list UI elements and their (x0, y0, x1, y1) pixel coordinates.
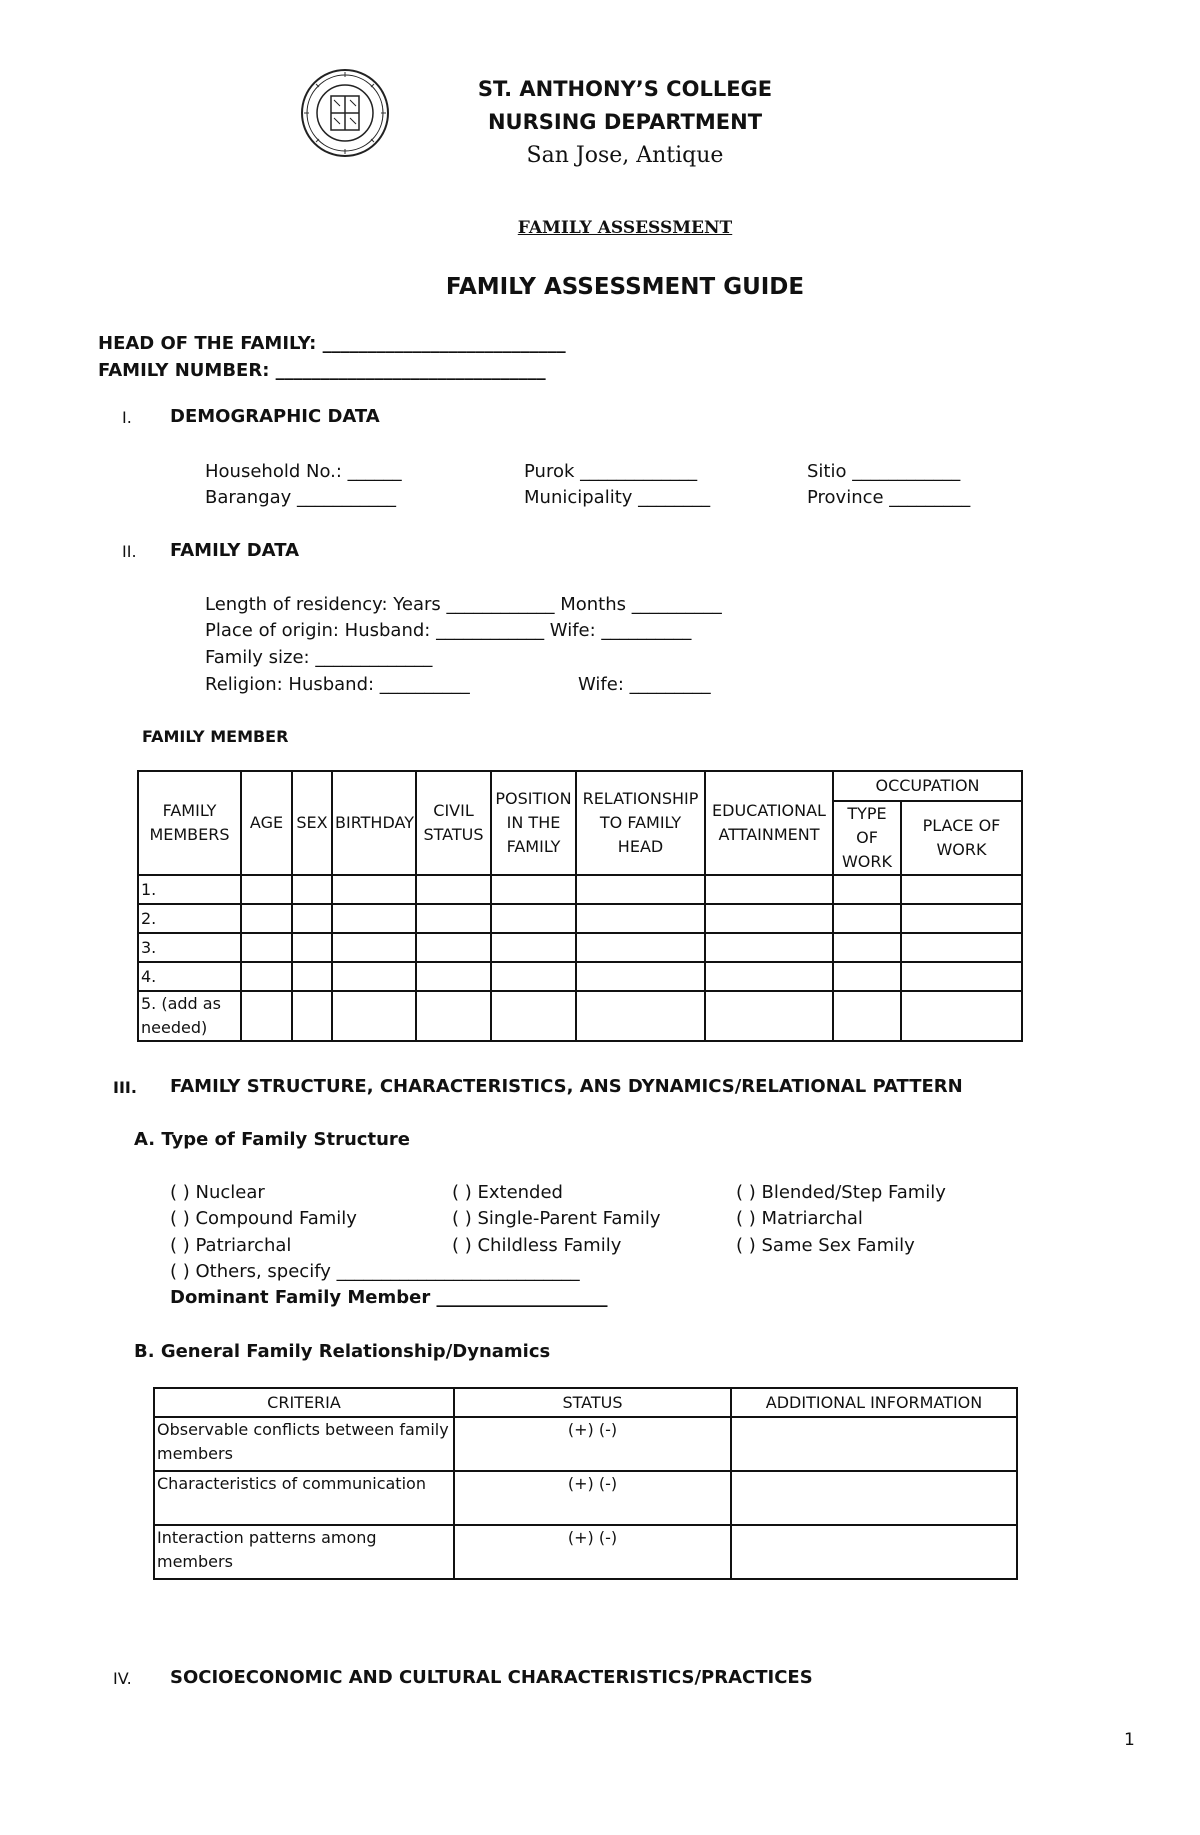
header-civil-status: CIVIL STATUS (416, 771, 491, 875)
page-number: 1 (1124, 1730, 1135, 1750)
header-additional-info: ADDITIONAL INFORMATION (731, 1388, 1017, 1417)
status-cell[interactable]: (+) (-) (454, 1417, 731, 1471)
cell[interactable] (241, 933, 292, 962)
province-field: Province _________ (807, 487, 971, 508)
document-subtitle: FAMILY ASSESSMENT (517, 218, 733, 238)
row-label: 4. (138, 962, 241, 991)
cell[interactable] (901, 904, 1022, 933)
department-name: NURSING DEPARTMENT (487, 110, 763, 134)
cell[interactable] (705, 991, 833, 1041)
cell[interactable] (241, 962, 292, 991)
cell[interactable] (491, 933, 576, 962)
cell[interactable] (292, 904, 332, 933)
cell[interactable] (416, 875, 491, 904)
section-4-number: IV. (113, 1669, 132, 1688)
header-place-of-work: PLACE OF WORK (901, 801, 1022, 875)
place-of-origin-field: Place of origin: Husband: ____________ Wife: __________ (205, 620, 692, 641)
cell[interactable] (292, 991, 332, 1041)
cell[interactable] (705, 904, 833, 933)
cell[interactable] (901, 962, 1022, 991)
cell[interactable] (833, 904, 901, 933)
row-label: 2. (138, 904, 241, 933)
cell[interactable] (576, 933, 705, 962)
cell[interactable] (416, 904, 491, 933)
table-row (154, 1525, 1017, 1579)
option-compound[interactable]: ( ) Compound Family (170, 1208, 357, 1229)
criteria-cell: Characteristics of communication (154, 1471, 454, 1525)
cell[interactable] (705, 875, 833, 904)
header-family-members: FAMILY MEMBERS (138, 771, 241, 875)
cell[interactable] (416, 991, 491, 1041)
college-name: ST. ANTHONY’S COLLEGE (477, 77, 773, 101)
additional-info-cell[interactable] (731, 1471, 1017, 1525)
cell[interactable] (576, 904, 705, 933)
family-number-field: FAMILY NUMBER: ______________________________ (98, 360, 546, 381)
cell[interactable] (332, 904, 416, 933)
cell[interactable] (241, 875, 292, 904)
status-cell[interactable]: (+) (-) (454, 1525, 731, 1579)
header-relationship: RELATIONSHIP TO FAMILY HEAD (576, 771, 705, 875)
row-label: 1. (138, 875, 241, 904)
cell[interactable] (833, 991, 901, 1041)
header-type-of-work: TYPE OF WORK (833, 801, 901, 875)
family-member-label: FAMILY MEMBER (142, 727, 289, 746)
table-row (154, 1417, 1017, 1471)
option-others[interactable]: ( ) Others, specify ___________________________ (170, 1261, 580, 1282)
status-cell[interactable]: (+) (-) (454, 1471, 731, 1525)
table-row (154, 1471, 1017, 1525)
type-of-family-structure-title: A. Type of Family Structure (134, 1129, 410, 1150)
religion-husband-field: Religion: Husband: __________ (205, 674, 470, 695)
family-size-field: Family size: _____________ (205, 647, 433, 668)
option-matriarchal[interactable]: ( ) Matriarchal (736, 1208, 863, 1229)
cell[interactable] (491, 875, 576, 904)
cell[interactable] (491, 904, 576, 933)
cell[interactable] (833, 875, 901, 904)
option-same-sex[interactable]: ( ) Same Sex Family (736, 1235, 915, 1256)
purok-field: Purok _____________ (524, 461, 698, 482)
option-nuclear[interactable]: ( ) Nuclear (170, 1182, 265, 1203)
cell[interactable] (332, 933, 416, 962)
section-2-title: FAMILY DATA (170, 540, 300, 561)
section-4-title: SOCIOECONOMIC AND CULTURAL CHARACTERISTICS/PRACTICES (170, 1667, 813, 1688)
option-single-parent[interactable]: ( ) Single-Parent Family (452, 1208, 661, 1229)
additional-info-cell[interactable] (731, 1525, 1017, 1579)
family-relationship-title: B. General Family Relationship/Dynamics (134, 1341, 551, 1362)
option-childless[interactable]: ( ) Childless Family (452, 1235, 622, 1256)
section-1-title: DEMOGRAPHIC DATA (170, 406, 380, 427)
municipality-field: Municipality ________ (524, 487, 711, 508)
cell[interactable] (491, 991, 576, 1041)
cell[interactable] (833, 962, 901, 991)
cell[interactable] (416, 962, 491, 991)
table-row (138, 875, 1022, 904)
header-occupation: OCCUPATION (833, 771, 1022, 801)
option-extended[interactable]: ( ) Extended (452, 1182, 563, 1203)
criteria-cell: Observable conflicts between family members (154, 1417, 454, 1471)
section-3-title: FAMILY STRUCTURE, CHARACTERISTICS, ANS DYNAMICS/RELATIONAL PATTERN (170, 1076, 963, 1097)
criteria-cell: Interaction patterns among members (154, 1525, 454, 1579)
header-status: STATUS (454, 1388, 731, 1417)
table-row (138, 991, 1022, 1041)
religion-wife-field: Wife: _________ (578, 674, 711, 695)
header-position: POSITION IN THE FAMILY (491, 771, 576, 875)
family-members-table (137, 770, 1023, 1042)
cell[interactable] (833, 933, 901, 962)
option-blended-step[interactable]: ( ) Blended/Step Family (736, 1182, 946, 1203)
college-seal (300, 68, 390, 158)
section-1-number: I. (122, 408, 132, 427)
dominant-family-member-field: Dominant Family Member ___________________ (170, 1287, 608, 1308)
cell[interactable] (292, 875, 332, 904)
cell[interactable] (901, 991, 1022, 1041)
cell[interactable] (901, 933, 1022, 962)
cell[interactable] (705, 933, 833, 962)
cell[interactable] (491, 962, 576, 991)
cell[interactable] (576, 991, 705, 1041)
cell[interactable] (241, 904, 292, 933)
sitio-field: Sitio ____________ (807, 461, 961, 482)
table-row (138, 962, 1022, 991)
head-of-family-field: HEAD OF THE FAMILY: ___________________________ (98, 333, 566, 354)
header-birthday: BIRTHDAY (332, 771, 416, 875)
header-education: EDUCATIONAL ATTAINMENT (705, 771, 833, 875)
barangay-field: Barangay ___________ (205, 487, 397, 508)
document-title: FAMILY ASSESSMENT GUIDE (445, 274, 805, 300)
cell[interactable] (332, 875, 416, 904)
cell[interactable] (416, 933, 491, 962)
college-location: San Jose, Antique (526, 143, 724, 168)
cell[interactable] (576, 962, 705, 991)
residency-field: Length of residency: Years ____________ Months __________ (205, 594, 722, 615)
family-dynamics-table (153, 1387, 1018, 1580)
table-row (138, 904, 1022, 933)
cell[interactable] (332, 962, 416, 991)
section-3-number: III. (113, 1078, 137, 1097)
cell[interactable] (576, 875, 705, 904)
cell[interactable] (292, 933, 332, 962)
cell[interactable] (901, 875, 1022, 904)
household-no-field: Household No.: ______ (205, 461, 402, 482)
cell[interactable] (332, 991, 416, 1041)
row-label: 3. (138, 933, 241, 962)
cell[interactable] (705, 962, 833, 991)
table-row (138, 933, 1022, 962)
cell[interactable] (292, 962, 332, 991)
cell[interactable] (241, 991, 292, 1041)
header-criteria: CRITERIA (154, 1388, 454, 1417)
header-sex: SEX (292, 771, 332, 875)
section-2-number: II. (122, 542, 137, 561)
additional-info-cell[interactable] (731, 1417, 1017, 1471)
row-label: 5. (add as needed) (138, 991, 241, 1041)
header-age: AGE (241, 771, 292, 875)
option-patriarchal[interactable]: ( ) Patriarchal (170, 1235, 292, 1256)
